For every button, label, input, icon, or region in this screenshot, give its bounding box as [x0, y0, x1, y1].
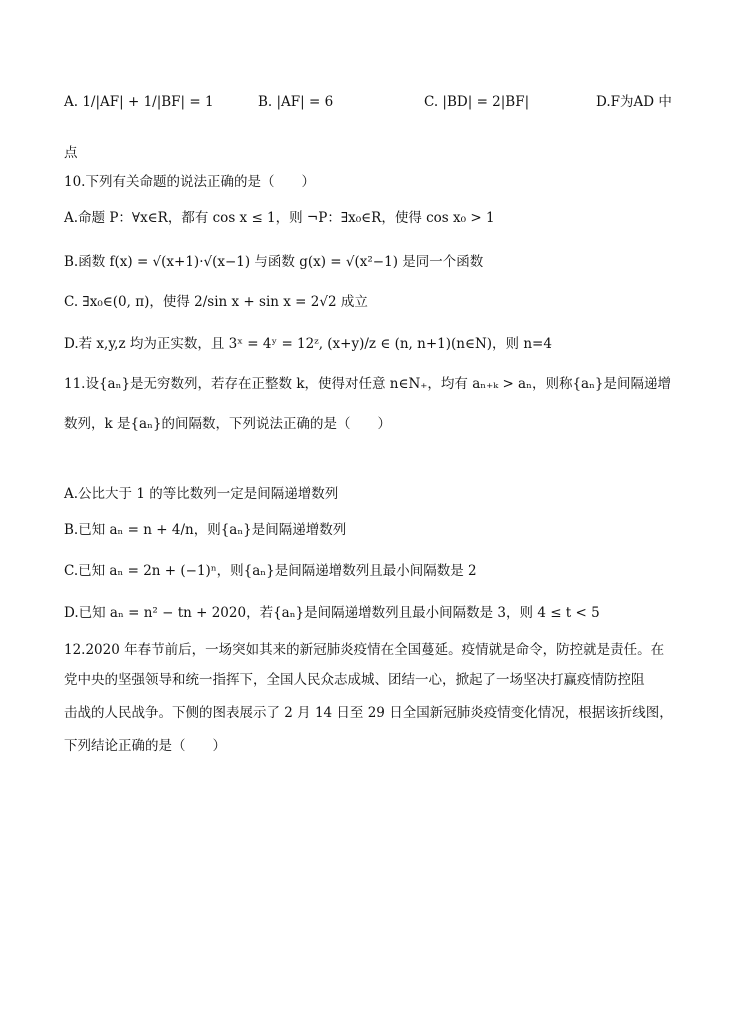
- q11-option-d: D.已知 aₙ = n² − tn + 2020，若{aₙ}是间隔递增数列且最小间隔数是 3，则 4 ≤ t < 5: [64, 605, 600, 621]
- q10-option-d: D.若 x,y,z 均为正实数，且 3ˣ = 4ʸ = 12ᶻ, (x+y)/z ∈ (n, n+1)(n∈N)，则 n=4: [64, 336, 552, 352]
- q10-option-b: B.函数 f(x) = √(x+1)·√(x−1) 与函数 g(x) = √(x²−1) 是同一个函数: [64, 254, 484, 270]
- q10-stem: 10.下列有关命题的说法正确的是（ ）: [64, 174, 315, 190]
- q9-option-a: A. 1/|AF| + 1/|BF| = 1: [64, 94, 214, 110]
- q9-option-d: D.F为AD 中: [596, 94, 672, 110]
- q9-option-b: B. |AF| = 6: [258, 94, 334, 110]
- q11-option-c: C.已知 aₙ = 2n + (−1)ⁿ，则{aₙ}是间隔递增数列且最小间隔数是 2: [64, 563, 477, 579]
- q11-stem-line-2: 数列，k 是{aₙ}的间隔数，下列说法正确的是（ ）: [64, 416, 392, 432]
- q12-stem-line-3: 击战的人民战争。下侧的图表展示了 2 月 14 日至 29 日全国新冠肺炎疫情变化情况，根据该折线图，: [64, 705, 673, 721]
- q11-stem-line-1: 11.设{aₙ}是无穷数列，若存在正整数 k，使得对任意 n∈N₊，均有 aₙ₊ₖ > aₙ，则称{aₙ}是间隔递增: [64, 376, 672, 392]
- q9-option-c: C. |BD| = 2|BF|: [424, 94, 530, 110]
- q11-option-b: B.已知 aₙ = n + 4/n，则{aₙ}是间隔递增数列: [64, 522, 347, 538]
- q12-stem-line-2: 党中央的坚强领导和统一指挥下，全国人民众志成城、团结一心，掀起了一场坚决打赢疫情防控阻: [64, 672, 645, 688]
- q12-stem-line-4: 下列结论正确的是（ ）: [64, 738, 226, 754]
- q10-option-c: C. ∃x₀∈(0, π)，使得 2/sin x + sin x = 2√2 成立: [64, 294, 368, 310]
- q12-stem-line-1: 12.2020 年春节前后，一场突如其来的新冠肺炎疫情在全国蔓延。疫情就是命令，防控就是责任。在: [64, 642, 665, 658]
- q9-option-d-continued: 点: [64, 145, 78, 161]
- q10-option-a: A.命题 P：∀x∈R，都有 cos x ≤ 1，则 ¬P：∃x₀∈R，使得 cos x₀ > 1: [64, 210, 495, 226]
- q11-option-a: A.公比大于 1 的等比数列一定是间隔递增数列: [64, 486, 339, 502]
